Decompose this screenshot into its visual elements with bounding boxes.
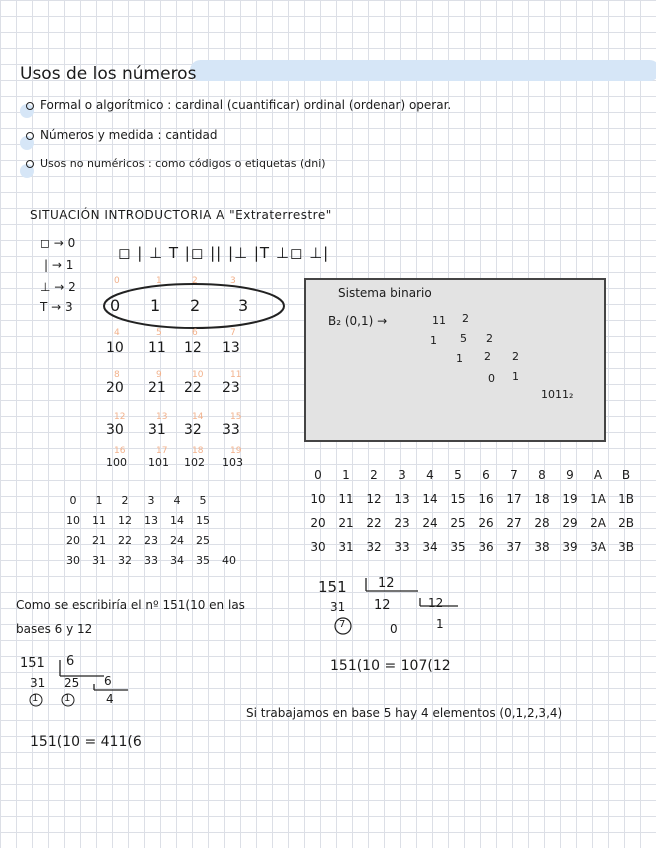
table-cell: 21 xyxy=(92,534,106,547)
base4-number: 32 xyxy=(184,422,202,438)
table-cell: 16 xyxy=(478,492,494,506)
table-cell: 14 xyxy=(170,514,184,527)
div12-r2: 0 xyxy=(390,622,398,636)
div6-q1: 25 xyxy=(64,676,80,690)
symbol-map-1: | → 1 xyxy=(44,258,74,272)
page-title: Usos de los números xyxy=(20,64,197,84)
table-cell: 4 xyxy=(173,494,181,507)
table-cell: 1B xyxy=(618,492,634,506)
table-cell: 20 xyxy=(66,534,80,547)
table-cell: 36 xyxy=(478,540,494,554)
table-cell: 5 xyxy=(199,494,207,507)
bullet-text: Formal o algorítmico : cardinal (cuantificar) ordinal (ordenar) operar. xyxy=(40,98,452,112)
table-cell: 22 xyxy=(366,516,382,530)
table-cell: 13 xyxy=(394,492,410,506)
table-cell xyxy=(216,494,242,514)
table-cell: 7 xyxy=(510,468,518,482)
question-line-1: Como se escribiría el nº 151(10 en las xyxy=(16,598,245,612)
bullet-text: Usos no numéricos : como códigos o etiquetas (dni) xyxy=(40,157,326,170)
table-cell: 2A xyxy=(590,516,606,530)
table-cell: 25 xyxy=(196,534,210,547)
table-cell: 14 xyxy=(422,492,438,506)
table-cell: 1 xyxy=(342,468,350,482)
table-cell: 12 xyxy=(118,514,132,527)
faint-number: 1 xyxy=(156,276,162,286)
base5-note: Si trabajamos en base 5 hay 4 elementos (0,1,2,3,4) xyxy=(246,706,563,720)
table-cell: 38 xyxy=(534,540,550,554)
table-cell: 33 xyxy=(394,540,410,554)
bullet-text: Números y medida : cantidad xyxy=(40,128,218,142)
table-row xyxy=(304,540,640,564)
faint-number: 17 xyxy=(156,446,168,456)
symbol-map-0: ◻ → 0 xyxy=(40,236,76,250)
faint-number: 3 xyxy=(230,276,236,286)
binary-base: B₂ (0,1) → xyxy=(328,314,388,328)
circled-digit: 1 xyxy=(150,296,161,315)
table-cell: 24 xyxy=(422,516,438,530)
div6-rem-a: 31 xyxy=(30,676,46,690)
table-cell: 23 xyxy=(144,534,158,547)
table-cell: 39 xyxy=(562,540,578,554)
table-cell: 30 xyxy=(310,540,326,554)
circled-digit: 2 xyxy=(190,296,201,315)
faint-number: 10 xyxy=(192,370,204,380)
binary-dividend: 11 xyxy=(432,314,446,327)
faint-number: 18 xyxy=(192,446,204,456)
table-cell: 31 xyxy=(92,554,106,567)
table-cell: 35 xyxy=(450,540,466,554)
table-row xyxy=(304,468,640,492)
binary-divisor-2: 2 xyxy=(486,332,493,345)
base4-number: 20 xyxy=(106,380,124,396)
table-cell: A xyxy=(593,468,603,482)
div12-dividend: 151 xyxy=(318,578,347,596)
result-base12: 151(10 = 107(12 xyxy=(330,658,451,674)
div12-r1: 7 xyxy=(339,619,346,630)
table-cell: 3B xyxy=(618,540,634,554)
circled-digits xyxy=(110,296,248,315)
div12-q1: 12 xyxy=(374,598,391,613)
table-cell: 2 xyxy=(370,468,378,482)
faint-number: 14 xyxy=(192,412,204,422)
table-cell: 13 xyxy=(144,514,158,527)
table-cell: 3 xyxy=(147,494,155,507)
symbol-map-2: ⊥ → 2 xyxy=(40,280,76,294)
faint-number: 9 xyxy=(156,370,162,380)
div12-q2: 1 xyxy=(436,617,444,631)
table-cell: 34 xyxy=(422,540,438,554)
table-row xyxy=(60,554,242,574)
table-row xyxy=(60,534,242,554)
table-cell: 17 xyxy=(506,492,522,506)
div12-rem-a: 31 xyxy=(330,600,346,614)
div12-divisor-2: 12 xyxy=(428,596,444,610)
table-cell: 11 xyxy=(92,514,106,527)
binary-q1: 5 xyxy=(460,332,467,345)
base4-number: 102 xyxy=(184,456,205,469)
base4-number: 33 xyxy=(222,422,240,438)
table-cell: 15 xyxy=(196,514,210,527)
table-cell: 19 xyxy=(562,492,578,506)
situation-title: SITUACIÓN INTRODUCTORIA A "Extraterrestre" xyxy=(30,208,332,222)
binary-r3: 0 xyxy=(488,372,495,385)
div6-divisor: 6 xyxy=(66,654,75,669)
div6-divisor-2: 6 xyxy=(104,674,112,688)
base4-number: 13 xyxy=(222,340,240,356)
table-cell: 18 xyxy=(534,492,550,506)
faint-number: 12 xyxy=(114,412,126,422)
table-cell: 5 xyxy=(454,468,462,482)
table-cell: 21 xyxy=(338,516,354,530)
faint-number: 0 xyxy=(114,276,120,286)
table-cell: 2 xyxy=(121,494,129,507)
table-cell: 0 xyxy=(314,468,322,482)
table-cell: 10 xyxy=(66,514,80,527)
table-cell: 1 xyxy=(95,494,103,507)
base4-number: 10 xyxy=(106,340,124,356)
table-cell: B xyxy=(621,468,631,482)
table-cell: 2B xyxy=(618,516,634,530)
table-row xyxy=(304,492,640,516)
faint-number: 11 xyxy=(230,370,242,380)
base4-number: 12 xyxy=(184,340,202,356)
table-cell: 9 xyxy=(566,468,574,482)
table-cell: 4 xyxy=(426,468,434,482)
table-cell: 10 xyxy=(310,492,326,506)
binary-box xyxy=(304,278,606,442)
table-cell: 3A xyxy=(590,540,606,554)
base4-number: 101 xyxy=(148,456,169,469)
div6-dividend: 151 xyxy=(20,656,45,671)
table-cell: 24 xyxy=(170,534,184,547)
question-line-2: bases 6 y 12 xyxy=(16,622,93,636)
faint-number: 15 xyxy=(230,412,242,422)
binary-r1: 1 xyxy=(430,334,437,347)
table-cell: 32 xyxy=(366,540,382,554)
base4-number: 21 xyxy=(148,380,166,396)
table-row xyxy=(60,514,242,534)
base6-table xyxy=(60,494,242,574)
table-cell: 20 xyxy=(310,516,326,530)
binary-q2: 2 xyxy=(484,350,491,363)
table-row xyxy=(60,494,242,514)
div6-q2: 4 xyxy=(106,692,114,706)
binary-divisor-3: 2 xyxy=(512,350,519,363)
table-cell: 33 xyxy=(144,554,158,567)
base4-number: 11 xyxy=(148,340,166,356)
div6-r1: 1 xyxy=(32,693,39,704)
table-cell: 6 xyxy=(482,468,490,482)
symbol-map-3: T → 3 xyxy=(40,300,73,314)
table-cell: 1A xyxy=(590,492,606,506)
div12-divisor: 12 xyxy=(378,576,395,591)
table-cell: 15 xyxy=(450,492,466,506)
table-cell: 27 xyxy=(506,516,522,530)
table-cell: 11 xyxy=(338,492,354,506)
table-cell: 30 xyxy=(66,554,80,567)
table-row xyxy=(304,516,640,540)
table-cell: 23 xyxy=(394,516,410,530)
binary-title: Sistema binario xyxy=(338,286,432,300)
table-cell: 8 xyxy=(538,468,546,482)
table-cell: 12 xyxy=(366,492,382,506)
table-cell: 28 xyxy=(534,516,550,530)
binary-result: 1011₂ xyxy=(541,388,574,401)
table-cell: 22 xyxy=(118,534,132,547)
base4-number: 30 xyxy=(106,422,124,438)
base12-table xyxy=(304,468,640,564)
faint-number: 7 xyxy=(230,328,236,338)
faint-number: 5 xyxy=(156,328,162,338)
circled-digit: 0 xyxy=(110,296,121,315)
table-cell: 26 xyxy=(478,516,494,530)
faint-number: 19 xyxy=(230,446,242,456)
table-cell: 35 xyxy=(196,554,210,567)
symbol-row: ◻ | ⊥ T |◻ || |⊥ |T ⊥◻ ⊥| xyxy=(118,244,330,262)
faint-number: 4 xyxy=(114,328,120,338)
base4-number: 23 xyxy=(222,380,240,396)
faint-number: 2 xyxy=(192,276,198,286)
table-cell: 31 xyxy=(338,540,354,554)
table-cell: 32 xyxy=(118,554,132,567)
div6-r2: 1 xyxy=(64,693,71,704)
circled-digit: 3 xyxy=(238,296,249,315)
faint-number: 6 xyxy=(192,328,198,338)
base4-number: 100 xyxy=(106,456,127,469)
binary-divisor: 2 xyxy=(462,312,469,325)
table-cell: 25 xyxy=(450,516,466,530)
table-cell: 37 xyxy=(506,540,522,554)
table-cell: 29 xyxy=(562,516,578,530)
base4-number: 103 xyxy=(222,456,243,469)
binary-q3: 1 xyxy=(512,370,519,383)
base4-number: 22 xyxy=(184,380,202,396)
table-cell: 3 xyxy=(398,468,406,482)
table-cell xyxy=(216,534,242,554)
table-cell: 34 xyxy=(170,554,184,567)
table-cell: 40 xyxy=(222,554,236,567)
faint-number: 8 xyxy=(114,370,120,380)
table-cell: 0 xyxy=(69,494,77,507)
table-cell xyxy=(216,514,242,534)
base4-number: 31 xyxy=(148,422,166,438)
faint-number: 16 xyxy=(114,446,126,456)
faint-number: 13 xyxy=(156,412,168,422)
result-base6: 151(10 = 411(6 xyxy=(30,734,142,750)
binary-r2: 1 xyxy=(456,352,463,365)
